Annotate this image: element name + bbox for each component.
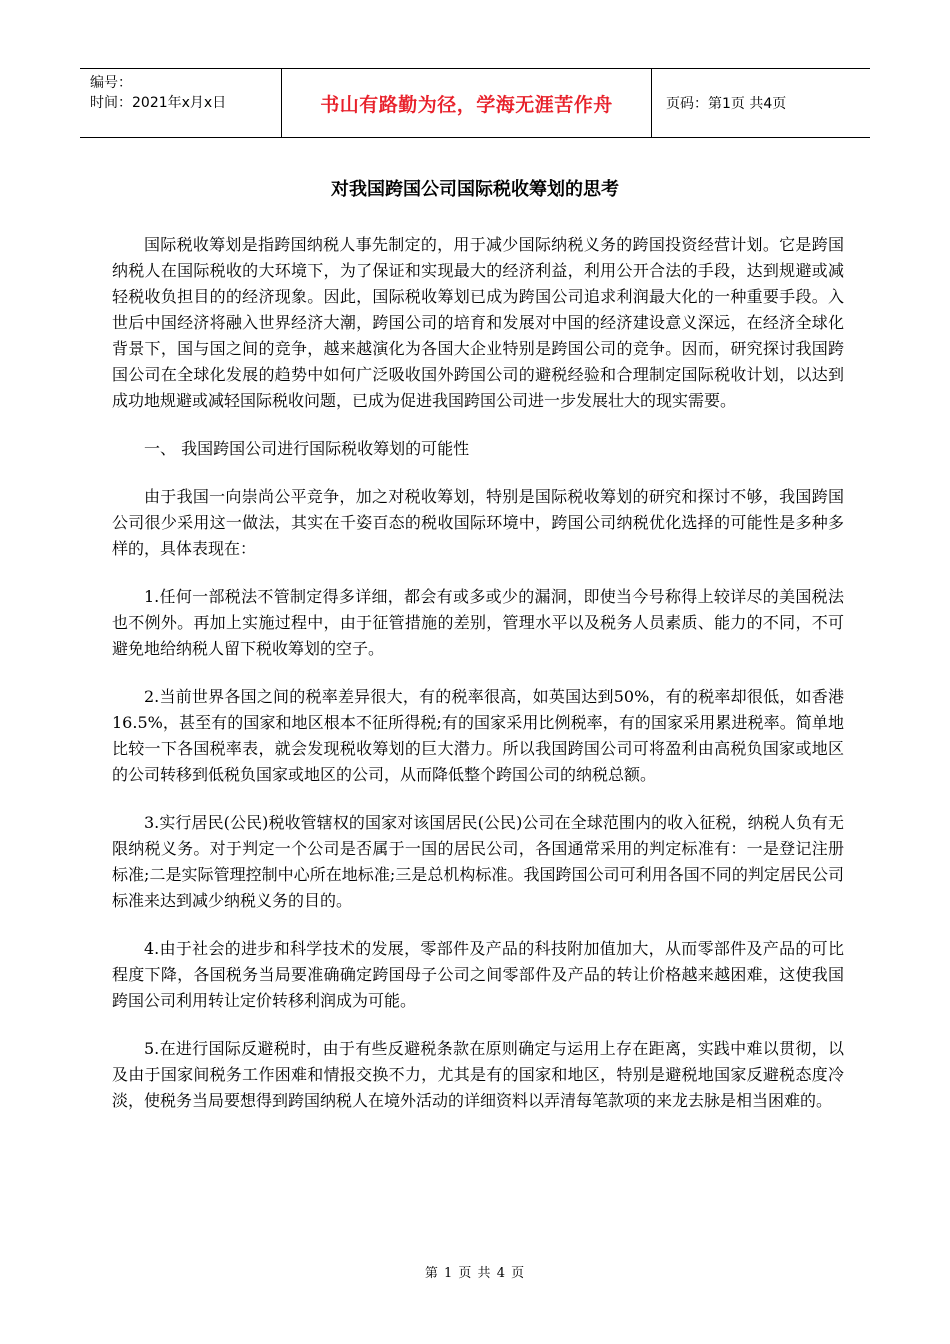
header-table — [80, 68, 870, 138]
paragraph-point-3: 3.实行居民(公民)税收管辖权的国家对该国居民(公民)公司在全球范围内的收入征税，纳税人负有无限纳税义务。对于判定一个公司是否属于一国的居民公司，各国通常采用的判定标准有：一是登记注册标准;二是实际管理控制中心所在地标准;三是总机构标准。我国跨国公司可利用各国不同的判定居民公司标准来达到减少纳税义务的目的。 — [112, 813, 844, 910]
paragraph-point-2: 2.当前世界各国之间的税率差异很大，有的税率很高，如英国达到50%，有的税率却很低，如香港16.5%，甚至有的国家和地区根本不征所得税;有的国家采用比例税率，有的国家采用累进税率。简单地比较一下各国税率表，就会发现税收筹划的巨大潜力。所以我国跨国公司可将盈利由高税负国家或地区的公司转移到低税负国家或地区的公司，从而降低整个跨国公司的纳税总额。 — [112, 687, 844, 784]
motto-text: 书山有路勤为径，学海无涯苦作舟 — [320, 93, 613, 116]
paragraph-intro: 国际税收筹划是指跨国纳税人事先制定的，用于减少国际纳税义务的跨国投资经营计划。它是跨国纳税人在国际税收的大环境下，为了保证和实现最大的经济利益，利用公开合法的手段，达到规避或减轻税收负担目的的经济现象。因此，国际税收筹划已成为跨国公司追求利润最大化的一种重要手段。入世后中国经济将融入世界经济大潮，跨国公司的培育和发展对中国的经济建设意义深远，在经济全球化背景下，国与国之间的竞争，越来越演化为各国大企业特别是跨国公司的竞争。因而，研究探讨我国跨国公司在全球化发展的趋势中如何广泛吸收国外跨国公司的避税经验和合理制定国际税收计划，以达到成功地规避或减轻国际税收问题，已成为促进我国跨国公司进一步发展壮大的现实需要。 — [112, 235, 844, 410]
date-label: 时间：2021年x月x日 — [90, 95, 227, 111]
section-heading-1: 一、 我国跨国公司进行国际税收筹划的可能性 — [144, 439, 470, 458]
paragraph-section-intro: 由于我国一向崇尚公平竞争，加之对税收筹划，特别是国际税收筹划的研究和探讨不够，我国跨国公司很少采用这一做法，其实在千姿百态的税收国际环境中，跨国公司纳税优化选择的可能性是多种多样的，具体表现在： — [112, 487, 844, 558]
page-footer: 第 1 页 共 4 页 — [424, 1266, 526, 1281]
paragraph-point-5: 5.在进行国际反避税时，由于有些反避税条款在原则确定与运用上存在距离，实践中难以贯彻，以及由于国家间税务工作困难和情报交换不力，尤其是有的国家和地区，特别是避税地国家反避税态度冷淡，使税务当局要想得到跨国纳税人在境外活动的详细资料以弄清每笔款项的来龙去脉是相当困难的。 — [112, 1039, 844, 1110]
page-info-cell — [652, 69, 870, 137]
motto-cell — [282, 69, 652, 137]
header-meta-cell — [80, 69, 282, 137]
document-body — [112, 232, 844, 1136]
serial-number-label: 编号： — [90, 75, 132, 91]
paragraph-point-4: 4.由于社会的进步和科学技术的发展，零部件及产品的科技附加值加大，从而零部件及产品的可比程度下降，各国税务当局要准确确定跨国母子公司之间零部件及产品的转让价格越来越困难，这使我国跨国公司利用转让定价转移利润成为可能。 — [112, 939, 844, 1010]
document-title: 对我国跨国公司国际税收筹划的思考 — [331, 179, 619, 200]
page-info-text: 页码：第1页 共4页 — [666, 96, 787, 112]
paragraph-point-1: 1.任何一部税法不管制定得多详细，都会有或多或少的漏洞，即使当今号称得上较详尽的美国税法也不例外。再加上实施过程中，由于征管措施的差别，管理水平以及税务人员素质、能力的不同，不可避免地给纳税人留下税收筹划的空子。 — [112, 587, 844, 658]
